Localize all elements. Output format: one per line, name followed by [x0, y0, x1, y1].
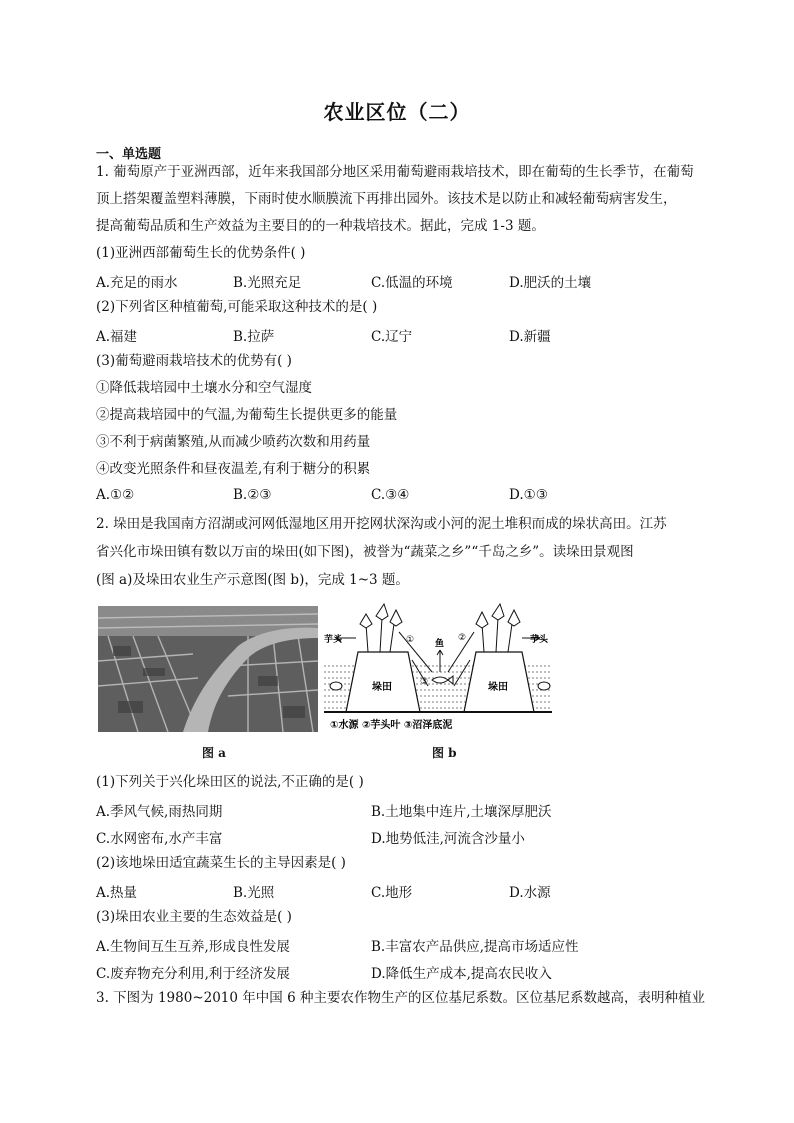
q1-stem-line: 顶上搭架覆盖塑料薄膜，下雨时使水顺膜流下再排出园外。该技术是以防止和减轻葡萄病害发生，: [96, 191, 677, 207]
diagram-label-taro-left: 芋头: [324, 635, 343, 645]
option: C.③④: [371, 487, 410, 503]
q1-sub3-item: ④改变光照条件和昼夜温差,有利于糖分的积累: [96, 461, 371, 477]
option: B.土地集中连片,土壤深厚肥沃: [371, 804, 552, 820]
option: A.充足的雨水: [96, 275, 178, 291]
aerial-photo-graphic: [98, 606, 318, 732]
option: B.光照: [233, 885, 275, 901]
q1-sub2: (2)下列省区种植葡萄,可能采取这种技术的是( ): [96, 299, 378, 315]
option: C.低温的环境: [371, 275, 453, 291]
diagram-marker-1: ①: [406, 635, 415, 645]
option: A.热量: [96, 885, 138, 901]
option: D.肥沃的土壤: [509, 275, 592, 291]
q2-sub3-options-row2: [96, 962, 706, 980]
duotian-aerial-photo: [98, 606, 318, 732]
q1-sub3-options: [96, 487, 706, 505]
q2-sub1: (1)下列关于兴化垛田区的说法,不正确的是( ): [96, 774, 364, 790]
diagram-marker-2: ②: [458, 633, 467, 643]
q2-sub2-options: [96, 881, 706, 899]
q2-sub3: (3)垛田农业主要的生态效益是( ): [96, 909, 292, 925]
diagram-label-fish: 鱼: [435, 639, 445, 649]
q1-stem-line: 提高葡萄品质和生产效益为主要目的的一种栽培技术。据此，完成 1-3 题。: [96, 218, 545, 234]
q1-sub2-options: [96, 325, 706, 343]
option: D.降低生产成本,提高农民收入: [371, 966, 552, 982]
section-heading: 一、单选题: [96, 147, 162, 162]
diagram-graphic: [324, 600, 552, 736]
option: D.水源: [509, 885, 551, 901]
option: D.①③: [509, 487, 548, 503]
diagram-label-taro-right: 芋头: [530, 635, 549, 645]
option: B.光照充足: [233, 275, 302, 291]
diagram-marker-3: ③: [420, 677, 429, 687]
option: B.拉萨: [233, 329, 275, 345]
diagram-label-field-left: 垛田: [372, 682, 392, 693]
option: B.②③: [233, 487, 272, 503]
q1-sub3-item: ③不利于病菌繁殖,从而减少喷药次数和用药量: [96, 434, 371, 450]
q2-stem-line: (图 a)及垛田农业生产示意图(图 b)，完成 1~3 题。: [96, 572, 409, 588]
figure-b-caption: 图 b: [432, 746, 457, 760]
option: A.①②: [96, 487, 135, 503]
option: D.新疆: [509, 329, 551, 345]
q2-stem-line: 2. 垛田是我国南方沼湖或河网低湿地区用开挖网状深沟或小河的泥土堆积而成的垛状高田。江苏: [96, 516, 667, 532]
q2-sub1-options-row2: [96, 827, 706, 845]
q1-sub3-item: ①降低栽培园中土壤水分和空气湿度: [96, 380, 312, 396]
option: A.福建: [96, 329, 138, 345]
q1-sub1-options: [96, 271, 706, 289]
q2-sub2: (2)该地垛田适宜蔬菜生长的主导因素是( ): [96, 855, 346, 871]
option: C.地形: [371, 885, 413, 901]
figure-a-caption: 图 a: [202, 746, 226, 760]
q1-stem-line: 1. 葡萄原产于亚洲西部，近年来我国部分地区采用葡萄避雨栽培技术，即在葡萄的生长季节，在葡萄: [96, 164, 694, 180]
option: C.辽宁: [371, 329, 413, 345]
option: A.生物间互生互养,形成良性发展: [96, 939, 290, 955]
q1-sub1: (1)亚洲西部葡萄生长的优势条件( ): [96, 245, 306, 261]
q3-stem-line: 3. 下图为 1980~2010 年中国 6 种主要农作物生产的区位基尼系数。区位基尼系数越高，表明种植业: [96, 990, 705, 1006]
q1-sub3-item: ②提高栽培园中的气温,为葡萄生长提供更多的能量: [96, 407, 398, 423]
duotian-production-diagram: [324, 600, 552, 736]
diagram-label-field-right: 垛田: [488, 682, 508, 693]
diagram-legend: ①水源 ②芋头叶 ③沼泽底泥: [330, 720, 453, 731]
option: C.水网密布,水产丰富: [96, 831, 223, 847]
option: D.地势低洼,河流含沙量小: [371, 831, 525, 847]
q2-sub1-options-row1: [96, 800, 706, 818]
option: B.丰富农产品供应,提高市场适应性: [371, 939, 579, 955]
q2-stem-line: 省兴化市垛田镇有数以万亩的垛田(如下图)，被誉为“蔬菜之乡”“千岛之乡”。读垛田景观图: [96, 544, 634, 560]
option: A.季风气候,雨热同期: [96, 804, 223, 820]
q1-sub3: (3)葡萄避雨栽培技术的优势有( ): [96, 353, 292, 369]
option: C.废弃物充分利用,利于经济发展: [96, 966, 290, 982]
page-title: 农业区位（二）: [323, 100, 471, 124]
q2-sub3-options-row1: [96, 935, 706, 953]
